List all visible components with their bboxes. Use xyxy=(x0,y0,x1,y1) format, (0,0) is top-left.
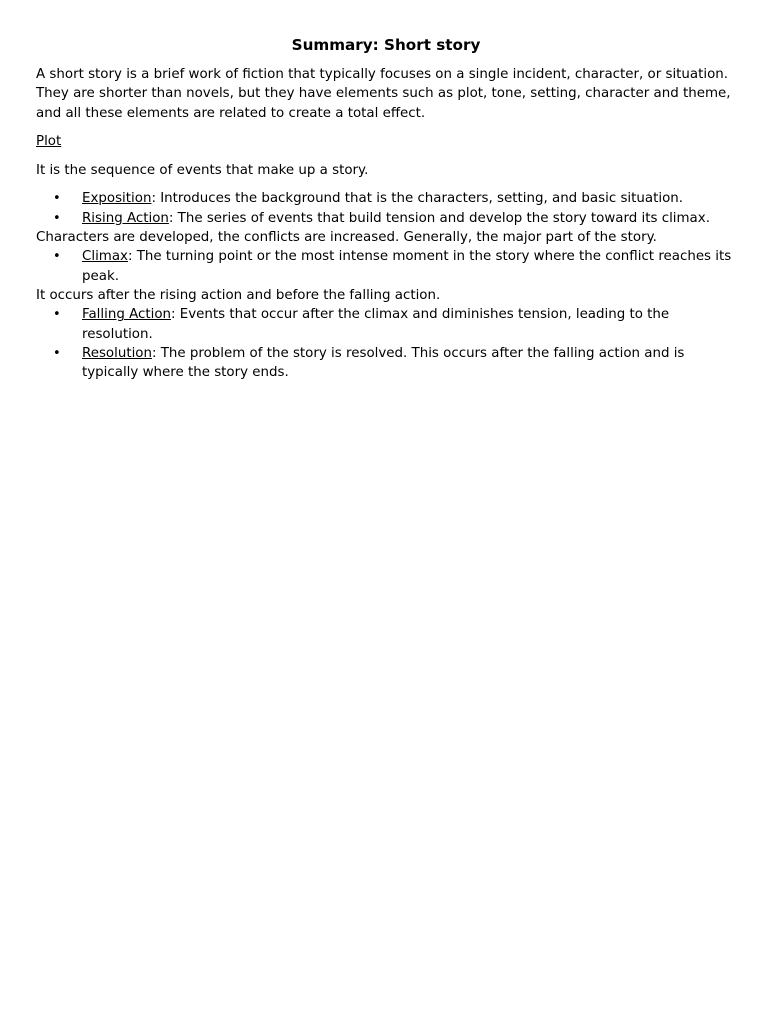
document-page xyxy=(36,34,736,382)
item-text: : The turning point or the most intense moment in the story where the conflict reaches its peak. xyxy=(82,249,732,284)
term-exposition: Exposition xyxy=(82,191,152,207)
item-text: : Events that occur after the climax and diminishes tension, leading to the resolution. xyxy=(82,307,670,342)
term-climax: Climax xyxy=(82,249,128,265)
term-rising-action: Rising Action xyxy=(82,210,169,226)
term-falling-action: Falling Action xyxy=(82,307,172,323)
item-text: : The series of events that build tension and develop the story toward its climax. xyxy=(168,210,710,226)
list-item-climax-continuation: It occurs after the rising action and before the falling action. xyxy=(36,287,441,303)
plot-elements-list xyxy=(36,189,736,382)
item-text: : The problem of the story is resolved. This occurs after the falling action and is typically where the story ends. xyxy=(82,345,685,381)
list-item-rising-action xyxy=(36,209,736,228)
bullet-glyph: • xyxy=(53,191,61,207)
list-item-climax xyxy=(36,247,736,286)
bullet-glyph: • xyxy=(53,307,61,323)
bullet-glyph: • xyxy=(53,345,61,361)
list-item-exposition xyxy=(36,189,736,208)
section-lead: It is the sequence of events that make up a story. xyxy=(36,163,369,179)
list-item-rising-action-continuation: Characters are developed, the conflicts are increased. Generally, the major part of the story. xyxy=(36,230,657,246)
section-heading-plot: Plot xyxy=(36,133,62,149)
list-item-falling-action xyxy=(36,305,736,344)
document-title: Summary: Short story xyxy=(291,36,481,54)
term-resolution: Resolution xyxy=(82,345,152,361)
bullet-glyph: • xyxy=(53,249,61,265)
bullet-glyph: • xyxy=(53,210,61,226)
intro-paragraph: A short story is a brief work of fiction that typically focuses on a single incident, character, or situation. They are shorter than novels, but they have elements such as plot, tone, setting, character and theme, and all these elements are related to create a total effect. xyxy=(36,67,731,121)
list-item-resolution xyxy=(36,344,736,383)
item-text: : Introduces the background that is the characters, setting, and basic situation. xyxy=(151,191,684,207)
